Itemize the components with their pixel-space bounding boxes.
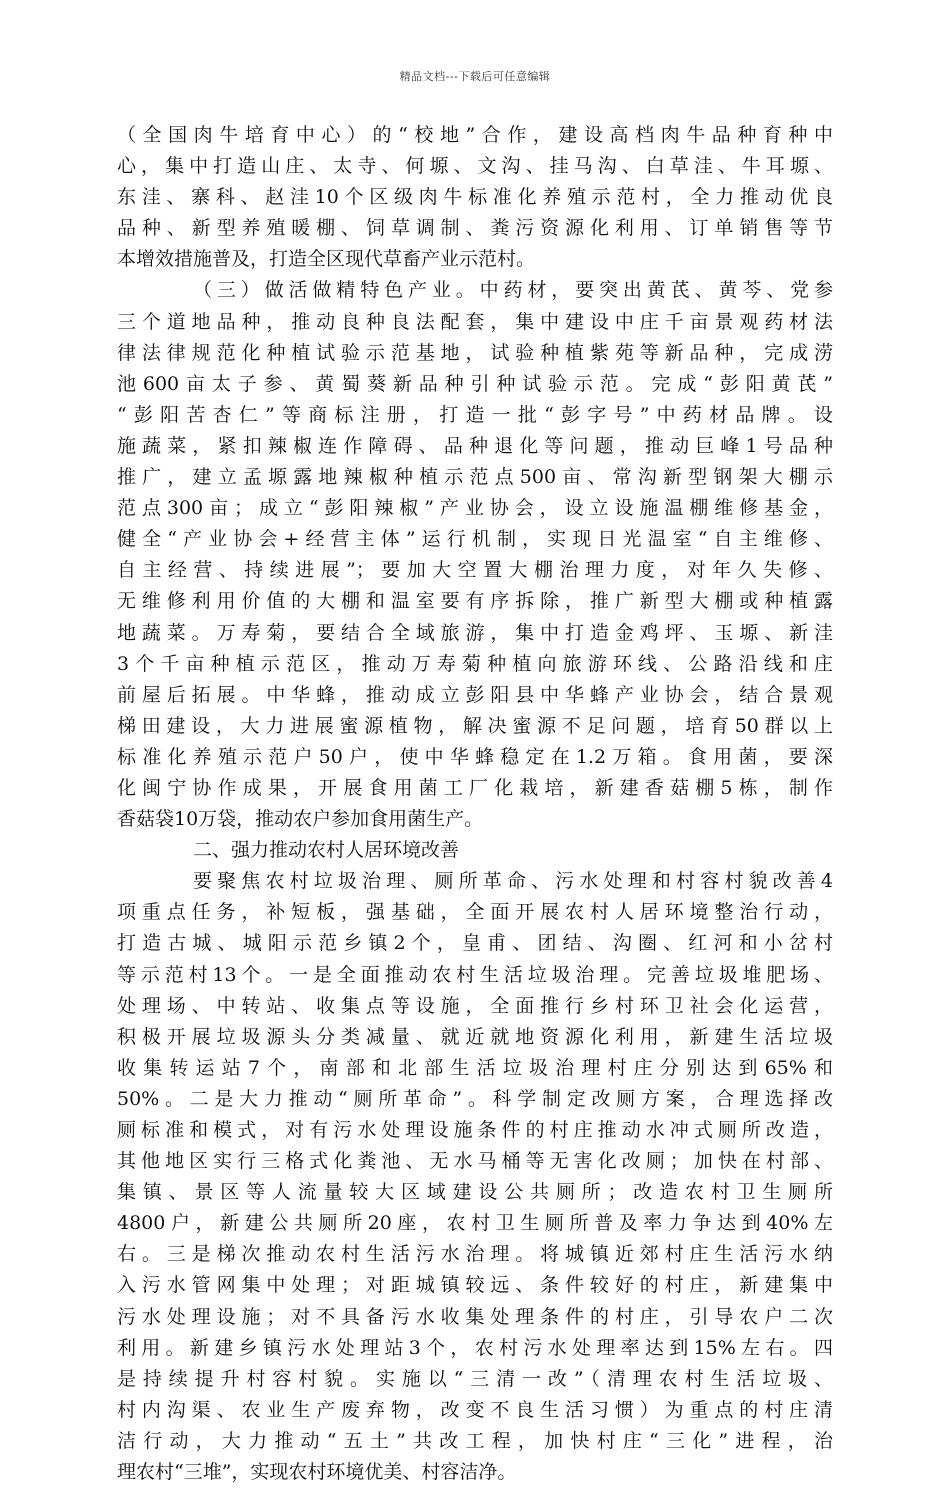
text-line: 其他地区实行三格式化粪池、无水马桶等无害化改厕；加快在村部、 xyxy=(117,1150,833,1173)
text-line: 积极开展垃圾源头分类减量、就近就地资源化利用，新建生活垃圾 xyxy=(117,1025,833,1048)
text-line: 范点300亩；成立“彭阳辣椒”产业协会，设立设施温棚维修基金， xyxy=(117,497,833,520)
text-line: 梯田建设，大力进展蜜源植物，解决蜜源不足问题，培育50群以上 xyxy=(117,714,833,737)
text-line: 本增效措施普及，打造全区现代草畜产业示范村。 xyxy=(117,248,536,271)
text-line: 香菇袋10万袋，推动农户参加食用菌生产。 xyxy=(117,808,484,831)
text-line: “彭阳苦杏仁”等商标注册，打造一批“彭字号”中药材品牌。设 xyxy=(117,403,833,426)
text-line: 右。三是梯次推动农村生活污水治理。将城镇近郊村庄生活污水纳 xyxy=(117,1243,833,1266)
text-line: 50%。二是大力推动“厕所革命”。科学制定改厕方案，合理选择改 xyxy=(117,1087,833,1110)
text-line: 三个道地品种，推动良种良法配套，集中建设中庄千亩景观药材法 xyxy=(117,310,833,333)
text-line: （三）做活做精特色产业。中药材，要突出黄芪、黄芩、党参 xyxy=(193,279,833,302)
text-line: 二、强力推动农村人居环境改善 xyxy=(193,839,460,862)
text-line: 打造古城、城阳示范乡镇2个，皇甫、团结、沟圈、红河和小岔村 xyxy=(117,932,833,955)
text-line: 3个千亩种植示范区，推动万寿菊种植向旅游环线、公路沿线和庄 xyxy=(117,652,833,675)
text-line: 村内沟渠、农业生产废弃物，改变不良生活习惯）为重点的村庄清 xyxy=(117,1398,833,1421)
text-line: 是持续提升村容村貌。实施以“三清一改”（清理农村生活垃圾、 xyxy=(117,1367,833,1390)
text-line: 地蔬菜。万寿菊，要结合全域旅游，集中打造金鸡坪、玉塬、新洼 xyxy=(117,621,833,644)
text-line: 洁行动，大力推动“五土”共改工程，加快村庄“三化”进程，治 xyxy=(117,1429,833,1452)
text-line: 健全“产业协会+经营主体”运行机制，实现日光温室“自主维修、 xyxy=(117,528,833,551)
text-line: （全国肉牛培育中心）的“校地”合作，建设高档肉牛品种育种中 xyxy=(117,124,833,146)
text-line: 等示范村13个。一是全面推动农村生活垃圾治理。完善垃圾堆肥场、 xyxy=(117,963,833,986)
text-line: 厕标准和模式，对有污水处理设施条件的村庄推动水冲式厕所改造， xyxy=(117,1119,833,1141)
text-line: 推广，建立孟塬露地辣椒种植示范点500亩、常沟新型钢架大棚示 xyxy=(117,466,833,489)
text-line: 入污水管网集中处理；对距城镇较远、条件较好的村庄，新建集中 xyxy=(117,1274,833,1297)
text-line: 集镇、景区等人流量较大区域建设公共厕所；改造农村卫生厕所 xyxy=(117,1181,833,1204)
text-line: 污水处理设施；对不具备污水收集处理条件的村庄，引导农户二次 xyxy=(117,1305,833,1328)
text-line: 前屋后拓展。中华蜂，推动成立彭阳县中华蜂产业协会，结合景观 xyxy=(117,683,833,706)
text-line: 4800户，新建公共厕所20座，农村卫生厕所普及率力争达到40%左 xyxy=(117,1212,833,1235)
text-line: 无维修利用价值的大棚和温室要有序拆除，推广新型大棚或种植露 xyxy=(117,590,833,613)
text-line: 化闽宁协作成果，开展食用菌工厂化栽培，新建香菇棚5栋，制作 xyxy=(117,776,833,799)
text-line: 品种、新型养殖暖棚、饲草调制、粪污资源化利用、订单销售等节 xyxy=(117,217,833,240)
text-line: 心，集中打造山庄、太寺、何塬、文沟、挂马沟、白草洼、牛耳塬、 xyxy=(117,155,833,178)
text-line: 处理场、中转站、收集点等设施，全面推行乡村环卫社会化运营， xyxy=(117,994,833,1017)
text-line: 东洼、寨科、赵洼10个区级肉牛标准化养殖示范村，全力推动优良 xyxy=(117,186,833,209)
text-line: 理农村“三堆”，实现农村环境优美、村容洁净。 xyxy=(117,1461,517,1484)
text-line: 项重点任务，补短板，强基础，全面开展农村人居环境整治行动， xyxy=(117,901,833,924)
text-line: 要聚焦农村垃圾治理、厕所革命、污水处理和村容村貌改善4 xyxy=(193,870,833,893)
text-line: 自主经营、持续进展”；要加大空置大棚治理力度，对年久失修、 xyxy=(117,559,833,582)
text-line: 律法律规范化种植试验示范基地，试验种植紫苑等新品种，完成涝 xyxy=(117,341,833,364)
text-line: 施蔬菜，紧扣辣椒连作障碍、品种退化等问题，推动巨峰1号品种 xyxy=(117,434,833,457)
text-line: 收集转运站7个，南部和北部生活垃圾治理村庄分别达到65%和 xyxy=(117,1056,833,1079)
text-line: 利用。新建乡镇污水处理站3个，农村污水处理率达到15%左右。四 xyxy=(117,1336,833,1359)
text-line: 池600亩太子参、黄蜀葵新品种引种试验示范。完成“彭阳黄芪” xyxy=(117,372,833,395)
document-body xyxy=(117,120,833,1488)
page-header: 精品文档---下载后可任意编辑 xyxy=(399,70,551,83)
text-line: 标准化养殖示范户50户，使中华蜂稳定在1.2万箱。食用菌，要深 xyxy=(117,745,833,768)
